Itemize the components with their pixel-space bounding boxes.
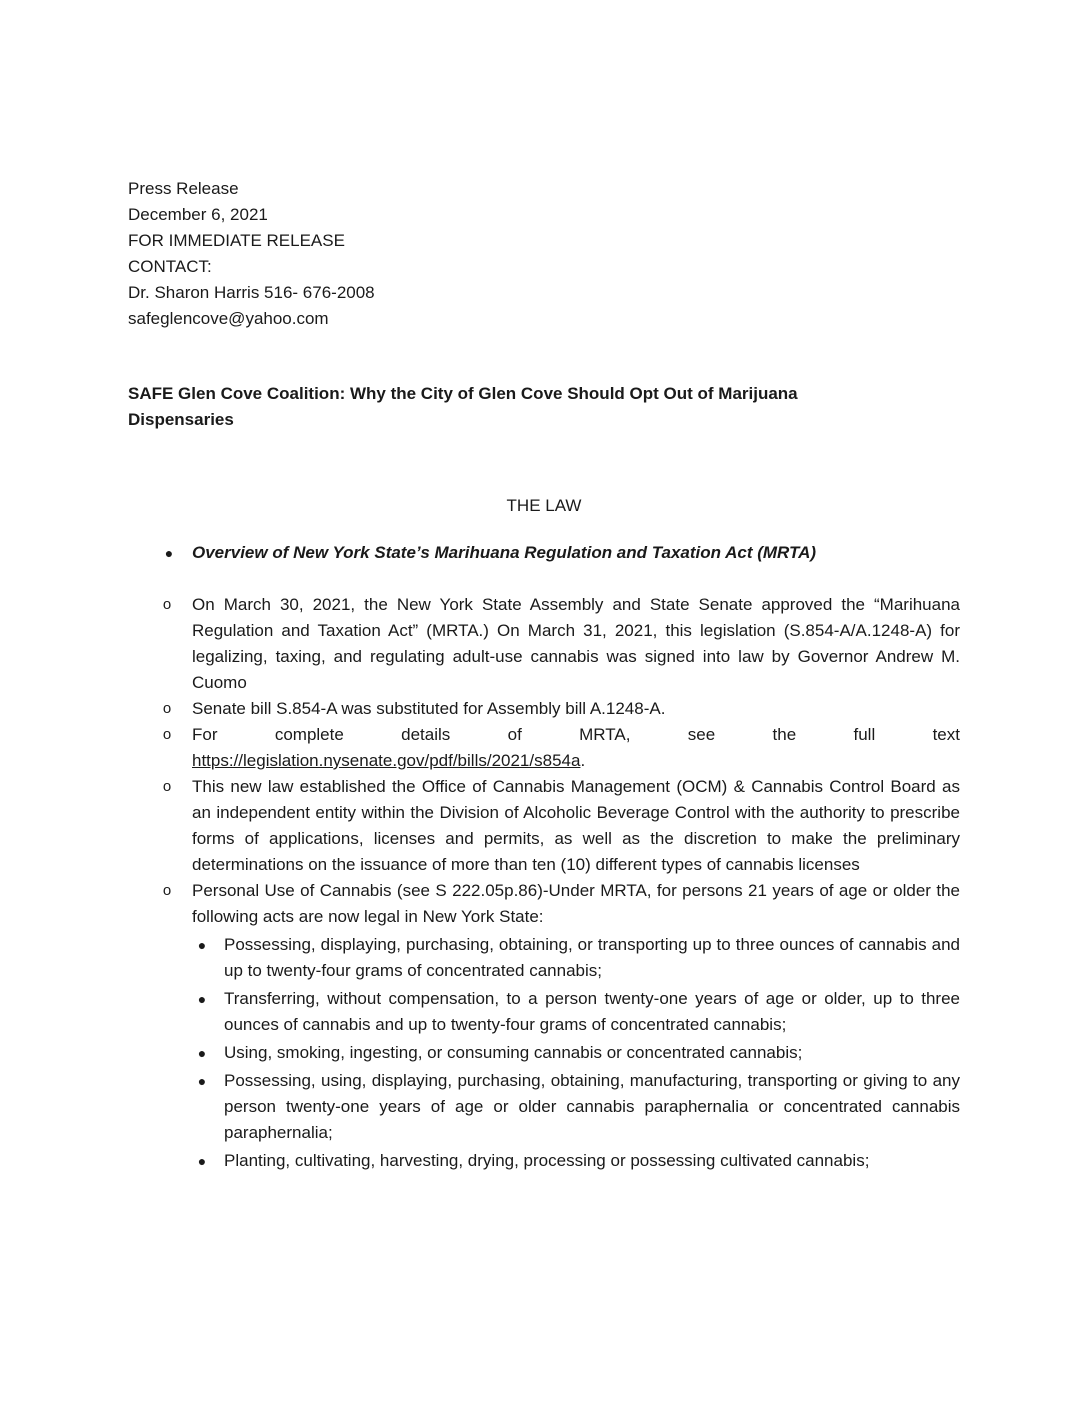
headline: SAFE Glen Cove Coalition: Why the City of Glen Cove Should Opt Out of Marijuana Dispensaries bbox=[128, 384, 798, 429]
sublist-item-text: Planting, cultivating, harvesting, drying, processing or possessing cultivated cannabis; bbox=[224, 1151, 870, 1170]
sublist-item bbox=[192, 1068, 960, 1146]
list-item bbox=[160, 774, 960, 878]
contact-email: safeglencove@yahoo.com bbox=[128, 309, 329, 328]
list-item bbox=[160, 722, 960, 774]
list-item bbox=[160, 592, 960, 696]
overview-heading: Overview of New York State’s Marihuana Regulation and Taxation Act (MRTA) bbox=[192, 543, 817, 562]
bullet-icon: ● bbox=[197, 991, 207, 1007]
release-status: FOR IMMEDIATE RELEASE bbox=[128, 231, 345, 250]
sublist-item bbox=[192, 1148, 960, 1174]
bullet-icon: ● bbox=[197, 1045, 207, 1061]
sublist-item bbox=[192, 1040, 960, 1066]
list-item-text: Senate bill S.854-A was substituted for Assembly bill A.1248-A. bbox=[192, 699, 666, 718]
contact-name-phone: Dr. Sharon Harris 516- 676-2008 bbox=[128, 283, 375, 302]
list-item-text: On March 30, 2021, the New York State Assembly and State Senate approved the “Marihuana Regulation and Taxation Act” (MRTA.) On March 31, 2021, this legislation (S.854-A/A.1248-A) for legalizing, taxing, and regulating adult-use cannabis was signed into law by Governor Andrew M. Cuomo bbox=[192, 595, 960, 692]
bullet-icon: ● bbox=[197, 1073, 207, 1089]
list-item-text: For complete details of MRTA, see the full text bbox=[192, 725, 960, 744]
contact-label: CONTACT: bbox=[128, 257, 212, 276]
sublist-item-text: Transferring, without compensation, to a person twenty-one years of age or older, up to three ounces of cannabis and up to twenty-four grams of concentrated cannabis; bbox=[224, 989, 960, 1034]
sublist-item bbox=[192, 932, 960, 984]
sublist-item-text: Possessing, displaying, purchasing, obtaining, or transporting up to three ounces of cannabis and up to twenty-four grams of concentrated cannabis; bbox=[224, 935, 960, 980]
section-title: THE LAW bbox=[506, 496, 582, 515]
bullet-icon: ● bbox=[164, 545, 174, 561]
mrta-full-text-link[interactable]: https://legislation.nysenate.gov/pdf/bills/2021/s854a bbox=[192, 751, 581, 770]
list-item-link-line: https://legislation.nysenate.gov/pdf/bills/2021/s854a. bbox=[192, 751, 586, 770]
sublist-item bbox=[192, 986, 960, 1038]
sublist-item-text: Possessing, using, displaying, purchasing, obtaining, manufacturing, transporting or giving to any person twenty-one years of age or older cannabis paraphernalia or concentrated cannabis paraphernalia; bbox=[224, 1071, 960, 1142]
press-release-header bbox=[128, 176, 828, 332]
release-type: Press Release bbox=[128, 179, 239, 198]
circle-bullet-icon: o bbox=[162, 778, 172, 795]
legal-acts-sublist bbox=[192, 932, 960, 1174]
bullet-icon: ● bbox=[197, 1153, 207, 1169]
circle-bullet-icon: o bbox=[162, 596, 172, 613]
law-details-list bbox=[160, 592, 960, 1174]
list-item-text: Personal Use of Cannabis (see S 222.05p.86)-Under MRTA, for persons 21 years of age or older the following acts are now legal in New York State: bbox=[192, 881, 960, 926]
circle-bullet-icon: o bbox=[162, 882, 172, 899]
circle-bullet-icon: o bbox=[162, 726, 172, 743]
circle-bullet-icon: o bbox=[162, 700, 172, 717]
list-item bbox=[160, 696, 960, 722]
bullet-icon: ● bbox=[197, 937, 207, 953]
sublist-item-text: Using, smoking, ingesting, or consuming cannabis or concentrated cannabis; bbox=[224, 1043, 803, 1062]
list-item-text: This new law established the Office of Cannabis Management (OCM) & Cannabis Control Board as an independent entity within the Division of Alcoholic Beverage Control with the authority to prescribe forms of applications, licenses and permits, as well as the discretion to make the preliminary determinations on the issuance of more than ten (10) different types of cannabis licenses bbox=[192, 777, 960, 874]
release-date: December 6, 2021 bbox=[128, 205, 268, 224]
list-item bbox=[160, 878, 960, 1174]
